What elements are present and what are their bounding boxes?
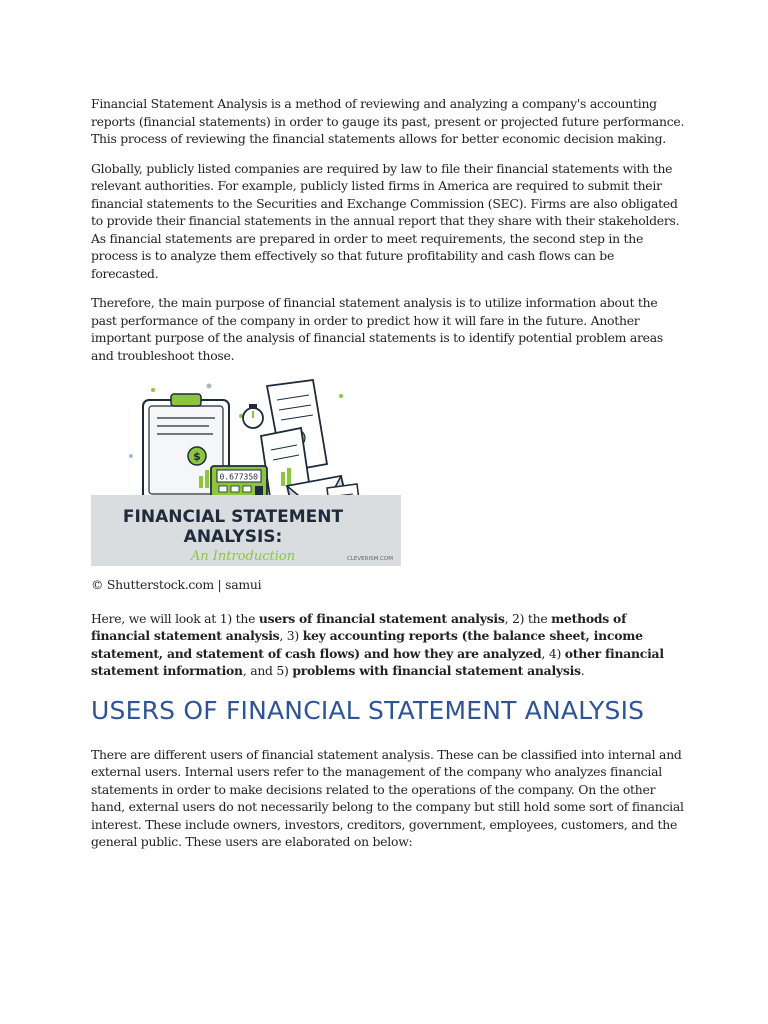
calculator-display: 0.677350 bbox=[219, 472, 258, 482]
intro-paragraph: Financial Statement Analysis is a method of reviewing and analyzing a company's accounting reports (financial statements) in order to gauge its past, present or projected future performance. This process of reviewing the financial statements allows for better economic decision making. bbox=[91, 96, 685, 146]
overview-topic-other-info: other financial statement information bbox=[91, 645, 664, 678]
banner-subtitle-script: An Introduction bbox=[190, 549, 296, 564]
overview-topic-methods: methods of financial statement analysis bbox=[91, 610, 627, 643]
svg-text:$: $ bbox=[193, 450, 201, 463]
listing-requirements-paragraph: Globally, publicly listed companies are required by law to file their financial statements with the relevant authorities. For example, publicly listed firms in America are required to submit their financial statements to the Securities and Exchange Commission (SEC). Firms are also obligated to provide their financial statements in the annual report that they share with their stakeholders. As financial statements are prepared in order to meet requirements, the second step in the process is to analyze them effectively so that future profitability and cash flows can be forecasted. bbox=[91, 160, 680, 281]
overview-paragraph: Here, we will look at 1) the users of financial statement analysis, 2) the methods of financial statement analysis, 3) key accounting reports (the balance sheet, income statement, and statement of cash flows) and how they are analyzed, 4) other financial statement information, and 5) problems with financial statement analysis. bbox=[91, 610, 664, 678]
overview-topic-problems: problems with financial statement analysis bbox=[292, 663, 581, 678]
section-heading-users: USERS OF FINANCIAL STATEMENT ANALYSIS bbox=[91, 695, 645, 725]
image-credit-caption: © Shutterstock.com | samui bbox=[91, 577, 262, 592]
banner-title-line2: ANALYSIS: bbox=[183, 527, 283, 547]
illustration-graphic bbox=[91, 376, 401, 566]
stopwatch-icon bbox=[243, 404, 263, 428]
users-section-paragraph: There are different users of financial statement analysis. These can be classified into internal and external users. Internal users refer to the management of the company who analyzes financial statements in order to make decisions related to the operations of the company. On the other hand, external users do not necessarily belong to the company but still hold some sort of financial interest. These include owners, investors, creditors, government, employees, customers, and the general public. These users are elaborated on below: bbox=[91, 746, 684, 849]
banner-site: CLEVERISM.COM bbox=[347, 556, 393, 562]
financial-statement-illustration bbox=[91, 376, 401, 566]
overview-topic-users: users of financial statement analysis bbox=[258, 610, 505, 626]
banner-title-line1: FINANCIAL STATEMENT bbox=[122, 507, 344, 527]
document-content bbox=[91, 95, 685, 863]
purpose-paragraph: Therefore, the main purpose of financial statement analysis is to utilize information about the past performance of the company in order to predict how it will fare in the future. Another important purpose of the analysis of financial statements is to identify potential problem areas and troubleshoot those. bbox=[91, 295, 663, 363]
overview-topic-key-reports: key accounting reports (the balance sheet, income statement, and statement of cash flows) and how they are analyzed bbox=[91, 628, 643, 661]
